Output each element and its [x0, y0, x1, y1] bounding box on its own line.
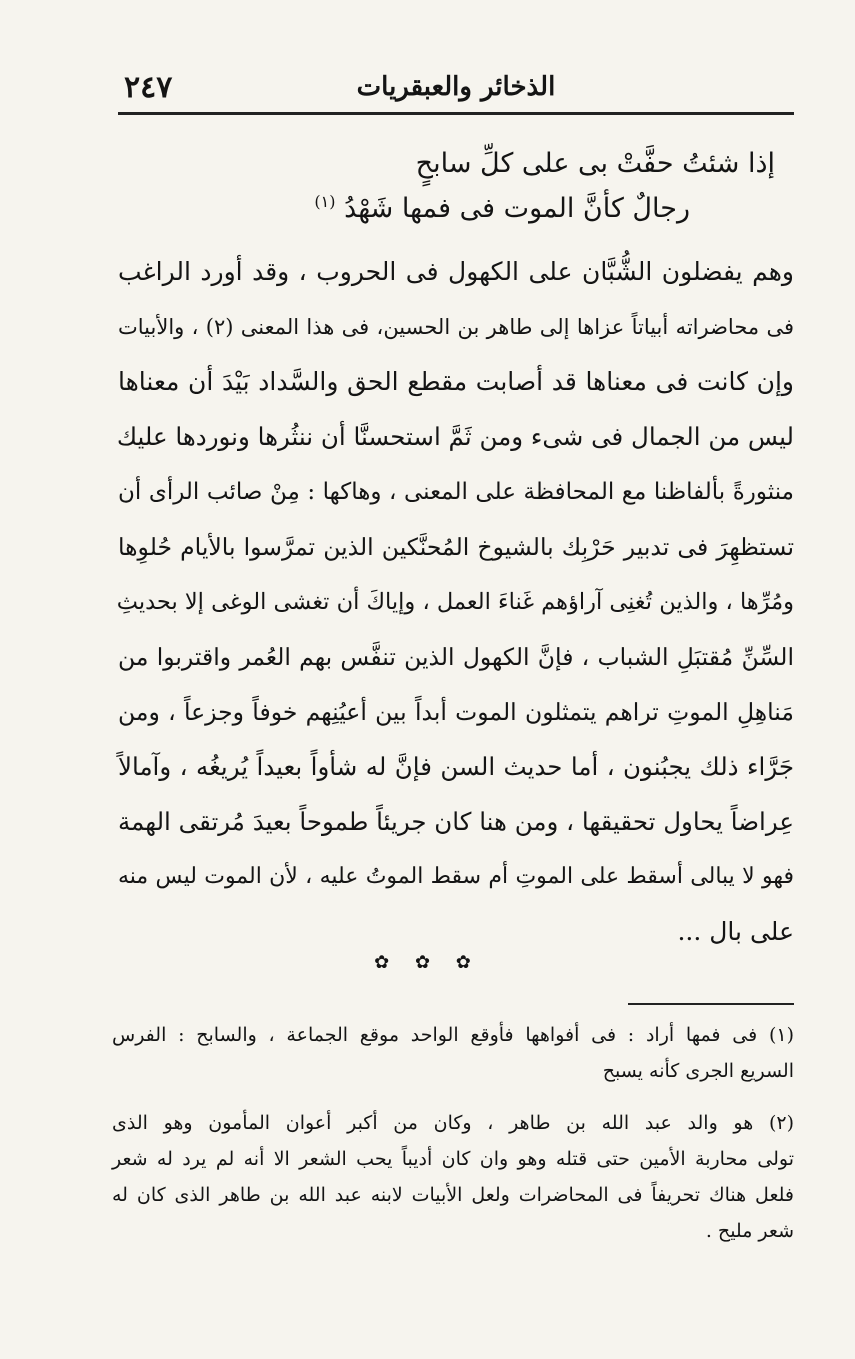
text-line: وإن كانت فى معناها قد أصابت مقطع الحق والسَّداد بَيْدَ أن معناها	[118, 367, 794, 396]
page-number: ٢٤٧	[124, 70, 173, 105]
verse-text: إذا شئتُ حفَّتْ بى على كلِّ سابحٍ	[415, 148, 775, 179]
footnote-line: (٢) هو والد عبد الله بن طاهر ، وكان من أكبر أعوان المأمون وهو الذى	[112, 1112, 794, 1134]
running-header	[118, 70, 794, 110]
footnote-marker: (١)	[314, 192, 336, 211]
footnote-line: السريع الجرى كأنه يسبح	[602, 1060, 794, 1082]
text-line: السِّنِّ مُقتبَلِ الشباب ، فإنَّ الكهول الذين تنفَّس بهم العُمر واقتربوا من	[118, 643, 794, 671]
book-title: الذخائر والعبقريات	[356, 72, 556, 102]
text-line: فى محاضراته أبياتاً عزاها إلى طاهر بن الحسين، فى هذا المعنى (٢) ، والأبيات	[118, 315, 794, 339]
header-rule	[118, 112, 794, 115]
footnote-line: فلعل هناك تحريفاً فى المحاضرات ولعل الأبيات لابنه عبد الله بن طاهر الذى كان له	[112, 1184, 794, 1206]
text-line: منثورةً بألفاظنا مع المحافظة على المعنى ، وهاكها : مِنْ صائب الرأى أن	[118, 479, 794, 505]
text-line: على بال ...	[677, 917, 794, 946]
text-line: جَرَّاء ذلك يجبُنون ، أما حديث السن فإنَّ له شأواً بعيداً يُريغُه ، وآمالاً	[118, 752, 794, 781]
text-line: تستظهِرَ فى تدبير حَرْبِك بالشيوخ المُحنَّكين الذين تمرَّسوا بالأيام حُلوِها	[118, 533, 794, 561]
section-separator: ✿ ✿ ✿	[374, 952, 481, 973]
text-line: عِراضاً يحاول تحقيقها ، ومن هنا كان جريئاً طموحاً بعيدَ مُرتقى الهمة	[118, 807, 794, 836]
text-line: وهم يفضلون الشُّبَّان على الكهول فى الحروب ، وقد أورد الراغب	[118, 257, 794, 286]
footnote-line: (١) فى فمها أراد : فى أفواهها فأوقع الواحد موقع الجماعة ، والسابح : الفرس	[112, 1024, 794, 1046]
verse-line-1	[416, 148, 775, 179]
footnote-rule	[628, 1003, 794, 1005]
text-line: مَناهِلِ الموتِ تراهم يتمثلون الموت أبداً بين أعيُنِهم خوفاً وجزعاً ، ومن	[118, 698, 794, 726]
verse-line-2	[314, 192, 690, 224]
verse-text: رجالٌ كأنَّ الموت فى فمها شَهْدُ	[344, 193, 690, 224]
text-line: ومُرِّها ، والذين تُغنِى آراؤهم غَناءَ العمل ، وإياكَ أن تغشى الوغى إلا بحديثِ	[116, 589, 794, 615]
text-line: ليس من الجمال فى شىء ومن ثَمَّ استحسنَّا أن ننثُرها ونوردها عليك	[116, 422, 794, 451]
text-line: فهو لا يبالى أسقط على الموتِ أم سقط الموتُ عليه ، لأن الموت ليس منه	[118, 864, 794, 889]
footnote-line: شعر مليح .	[705, 1220, 794, 1242]
footnote-line: تولى محاربة الأمين حتى قتله وهو وان كان أديباً يحب الشعر الا أنه لم يرد له شعر	[112, 1148, 794, 1170]
